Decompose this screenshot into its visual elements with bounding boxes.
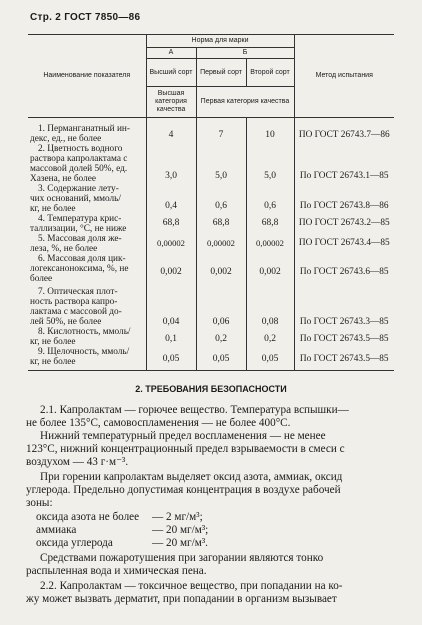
method-cell: По ГОСТ 26743.1—85 [299,171,389,181]
method-cell: По ГОСТ 26743.5—85 [299,334,389,344]
value-b-second: 0,2 [246,327,294,347]
text-line: распыленная вода и химическая пена. [26,565,207,577]
table-row [28,254,394,284]
indicator-line: лей 50%, не более [30,317,102,327]
table-row [28,327,394,347]
text-line: 2.1. Капролактам — горючее вещество. Температура вспышки— [40,404,349,416]
indicator-cell [28,347,146,371]
indicator-line: 3. Содержание лету- [38,184,119,194]
header-mark-b: Б [196,48,294,59]
value-b-first: 0,06 [196,284,246,327]
value-a-top: 0,002 [146,254,196,284]
header-a-grade: Высший сорт [146,59,196,87]
indicator-line: 1. Перманганатный ин- [38,124,130,134]
table-row [28,214,394,234]
value-a-top: 3,0 [146,144,196,184]
indicator-line: кг, не более [30,337,76,347]
value-a-top: 0,04 [146,284,196,327]
header-indicator: Наименование показателя [28,35,146,118]
method-cell: ПО ГОСТ 26743.7—86 [298,130,390,140]
value-a-top: 68,8 [146,214,196,234]
header-b-category: Первая категория качества [196,87,294,118]
indicator-line: декс, ед., не более [30,134,102,144]
table-row [28,347,394,371]
text-line: не более 135°С, самовоспламенения — не более 400°С. [26,417,291,429]
concentration-item [36,524,208,537]
indicator-line: ность раствора капро- [30,297,118,307]
indicator-line: 9. Щелочность, ммоль/ [38,347,130,357]
text-line: 123°С, нижний концентрационный предел взрываемости в смеси с [26,443,345,455]
method-cell: ПО ГОСТ 26743.2—85 [298,218,390,228]
indicator-line: 6. Массовая доля цик- [38,254,126,264]
table-row [28,144,394,184]
indicator-line: лактама с массовой до- [30,307,122,317]
substance-value: — 2 мг/м³; [152,511,203,523]
indicator-line: логексаноноксима, %, не [30,264,129,274]
value-b-first: 0,05 [196,347,246,371]
value-b-second: 0,002 [246,254,294,284]
value-b-first: 0,2 [196,327,246,347]
table-row [28,118,394,145]
method-cell: По ГОСТ 26743.3—85 [299,317,389,327]
value-b-first: 0,002 [196,254,246,284]
indicator-cell [28,234,146,254]
value-a-top: 0,4 [146,184,196,214]
indicator-line: Хазена, не более [30,174,96,184]
indicator-cell [28,144,146,184]
indicator-cell [28,214,146,234]
paragraph-burning [26,471,396,510]
paragraph-fire [26,552,396,578]
indicator-line: 8. Кислотность, ммоль/ [38,327,131,337]
indicator-line: раствора капролактама с [30,154,128,164]
table-row [28,184,394,214]
indicator-cell [28,118,146,145]
indicator-line: 2. Цветность водного [38,144,123,154]
indicator-line: кг, не более [30,357,76,367]
value-b-second: 0,05 [246,347,294,371]
header-b-grade2: Второй сорт [246,59,294,87]
value-b-first: 0,6 [196,184,246,214]
header-b-grade1: Первый сорт [196,59,246,87]
header-method: Метод испытания [294,35,394,118]
text-line: воздухом — 43 г·м⁻³. [26,456,129,468]
method-cell: ПО ГОСТ 26743.4—85 [298,238,390,248]
value-a-top: 4 [146,118,196,145]
value-b-second: 68,8 [246,214,294,234]
indicator-line: леза, %, не более [30,244,98,254]
concentration-list [36,511,208,550]
text-line: зоны: [26,497,53,509]
text-line: углерода. Предельно допустимая концентрация в воздухе рабочей [26,484,341,496]
indicator-line: кг, не более [30,204,76,214]
page-header: Стр. 2 ГОСТ 7850—86 [30,12,141,23]
norms-table [28,34,394,371]
value-b-first: 5,0 [196,144,246,184]
substance-value: — 20 мг/м³; [152,524,209,536]
value-b-second: 0,00002 [246,234,294,254]
concentration-item [36,511,208,524]
section-title: 2. ТРЕБОВАНИЯ БЕЗОПАСНОСТИ [135,384,287,394]
indicator-line: таллизации, °С, не ниже [30,224,127,234]
indicator-cell [28,254,146,284]
text-line: При горении капролактам выделяет оксид азота, аммиак, оксид [40,471,343,483]
value-a-top: 0,00002 [146,234,196,254]
value-b-first: 0,00002 [196,234,246,254]
method-cell: По ГОСТ 26743.6—85 [299,267,389,277]
table-row [28,284,394,327]
substance-name: оксида углерода [36,537,113,549]
indicator-line: 7. Оптическая плот- [38,287,118,297]
text-line: Средствами пожаротушения при загорании являются тонко [40,552,324,564]
paragraph-2-1 [26,404,396,469]
indicator-cell [28,284,146,327]
text-line: жу может вызвать дерматит, при попадании в организм вызывает [26,593,337,605]
method-cell: По ГОСТ 26743.5—85 [294,347,394,371]
paragraph-2-2 [26,580,396,606]
header-mark-a: А [146,48,196,59]
value-a-top: 0,05 [146,347,196,371]
indicator-line: 4. Температура крис- [38,214,122,224]
indicator-line: массовой долей 50%, ед. [30,164,128,174]
value-b-first: 7 [196,118,246,145]
indicator-cell [28,184,146,214]
indicator-cell [28,327,146,347]
substance-value: — 20 мг/м³. [152,537,208,549]
value-a-top: 0,1 [146,327,196,347]
indicator-line: 5. Массовая доля же- [38,234,122,244]
header-norm: Норма для марки [146,35,294,48]
method-cell: По ГОСТ 26743.8—86 [299,201,389,211]
value-b-second: 5,0 [246,144,294,184]
indicator-line: более [30,274,53,284]
value-b-second: 0,08 [246,284,294,327]
table-row [28,234,394,254]
substance-name: аммиака [36,524,77,536]
indicator-line: чих оснований, ммоль/ [30,194,121,204]
concentration-item [36,537,208,550]
header-a-category: Высшая категория качества [146,87,196,118]
value-b-first: 68,8 [196,214,246,234]
text-line: 2.2. Капролактам — токсичное вещество, при попадании на ко- [40,580,343,592]
substance-name: оксида азота не более [36,511,140,523]
text-line: Нижний температурный предел воспламенения — не менее [40,430,326,442]
value-b-second: 0,6 [246,184,294,214]
value-b-second: 10 [246,118,294,145]
